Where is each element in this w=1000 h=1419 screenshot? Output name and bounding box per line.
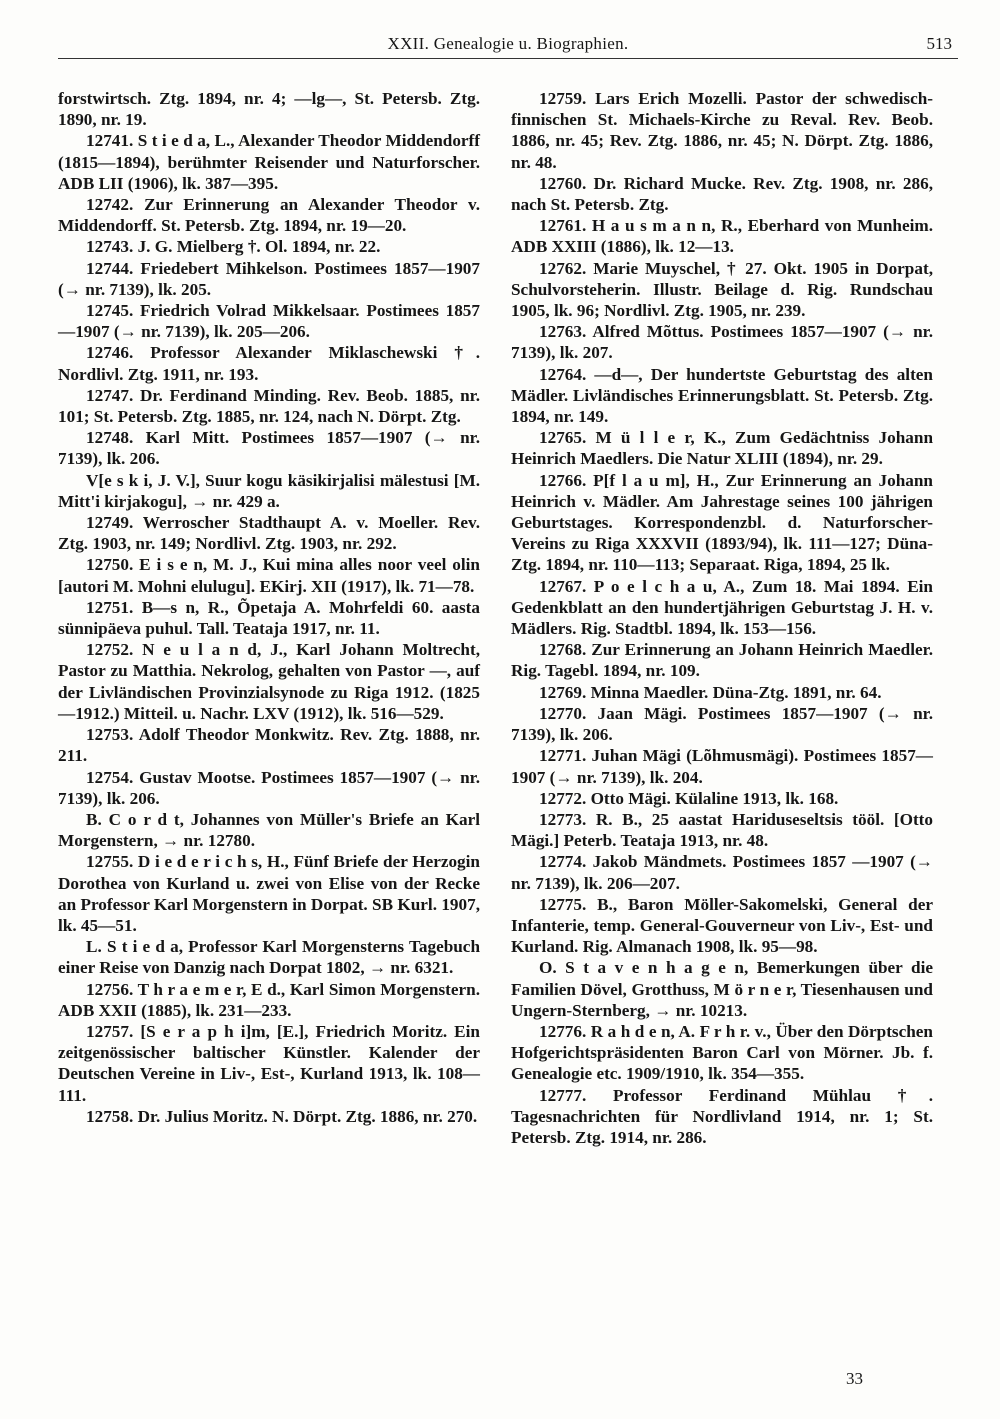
entry: V[e s k i, J. V.], Suur kogu käsikirjalisi mälestusi [M. Mitt'i kirjakogu], → nr. 429 a.	[58, 470, 480, 511]
entry: 12761. H a u s m a n n, R., Eberhard von Munheim. ADB XXIII (1886), lk. 12—13.	[511, 216, 933, 257]
entry: 12742. Zur Erinnerung an Alexander Theodor v. Middendorff. St. Petersb. Ztg. 1894, nr. 19—20.	[58, 195, 480, 236]
entry: 12770. Jaan Mägi. Postimees 1857—1907 (→ nr. 7139), lk. 206.	[511, 703, 933, 745]
entry: 12773. R. B., 25 aastat Hariduseseltsis tööl. [Otto Mägi.] Peterb. Teataja 1913, nr. 48.	[511, 809, 933, 851]
entry: 12743. J. G. Mielberg †. Ol. 1894, nr. 22.	[86, 237, 381, 257]
running-header	[58, 30, 958, 62]
entry: 12745. Friedrich Volrad Mikkelsaar. Postimees 1857—1907 (→ nr. 7139), lk. 205—206.	[58, 301, 480, 342]
left-column	[58, 88, 480, 1127]
header-rule	[58, 58, 958, 59]
entry: 12755. D i e d e r i c h s, H., Fünf Briefe der Herzogin Dorothea von Kurland u. zwei von Elise von der Recke an Professor Karl Morgenstern in Dorpat. SB Kurl. 1907, lk. 45—51.	[58, 852, 480, 935]
entry: 12765. M ü l l e r, K., Zum Gedächtniss Johann Heinrich Maedlers. Die Natur XLIII (1894), nr. 29.	[511, 428, 933, 469]
entry: 12762. Marie Muyschel, † 27. Okt. 1905 in Dorpat, Schulvorsteherin. Illustr. Beilage d. Rig. Rundschau 1905, lk. 96; Nordlivl. Ztg. 1905, nr. 239.	[511, 258, 933, 321]
entry: 12749. Werroscher Stadthaupt A. v. Moeller. Rev. Ztg. 1903, nr. 149; Nordlivl. Ztg. 1903, nr. 292.	[58, 513, 480, 554]
entry: 12766. P[f l a u m], H., Zur Erinnerung an Johann Heinrich v. Mädler. Am Jahrestage seines 100 jährigen Geburtstages. Korrespondenzbl. d. Naturforscher-Vereins zu Riga XXXVII (1893/94), lk. 111—127; Düna-Ztg. 1894, nr. 110—113; Separaat. Riga, 1894, 25 lk.	[511, 470, 933, 575]
entry: 12758. Dr. Julius Moritz. N. Dörpt. Ztg. 1886, nr. 270.	[86, 1106, 478, 1126]
entry: B. C o r d t, Johannes von Müller's Briefe an Karl Morgenstern, → nr. 12780.	[58, 809, 480, 851]
entry: 12747. Dr. Ferdinand Minding. Rev. Beob. 1885, nr. 101; St. Petersb. Ztg. 1885, nr. 124, nach N. Dörpt. Ztg.	[58, 385, 480, 427]
entry: L. S t i e d a, Professor Karl Morgensterns Tagebuch einer Reise von Danzig nach Dorpat 1802, → nr. 6321.	[58, 937, 480, 978]
signature-mark: 33	[846, 1369, 863, 1388]
entry: 12777. Professor Ferdinand Mühlau †. Tagesnachrichten für Nordlivland 1914, nr. 1; St. Petersb. Ztg. 1914, nr. 286.	[511, 1085, 933, 1147]
entry: 12748. Karl Mitt. Postimees 1857—1907 (→ nr. 7139), lk. 206.	[58, 428, 480, 469]
entry: 12759. Lars Erich Mozelli. Pastor der schwedisch-finnischen St. Michaels-Kirche zu Reval. Rev. Beob. 1886, nr. 45; Rev. Ztg. 1886, nr. 45; N. Dörpt. Ztg. 1886, nr. 48.	[511, 89, 933, 172]
entry: 12774. Jakob Mändmets. Postimees 1857 —1907 (→ nr. 7139), lk. 206—207.	[511, 852, 933, 893]
entry: 12744. Friedebert Mihkelson. Postimees 1857—1907 (→ nr. 7139), lk. 205.	[58, 258, 480, 299]
entry: O. S t a v e n h a g e n, Bemerkungen über die Familien Dövel, Grotthuss, M ö r n e r, Tiesenhausen und Ungern-Sternberg, → nr. 10213.	[511, 958, 933, 1020]
entry: 12756. T h r a e m e r, E d., Karl Simon Morgenstern. ADB XXII (1885), lk. 231—233.	[58, 979, 480, 1020]
entry: 12753. Adolf Theodor Monkwitz. Rev. Ztg. 1888, nr. 211.	[58, 725, 480, 766]
right-column	[511, 88, 933, 1148]
entry: 12768. Zur Erinnerung an Johann Heinrich Maedler. Rig. Tagebl. 1894, nr. 109.	[511, 640, 933, 681]
entry: 12776. R a h d e n, A. F r h r. v., Über den Dörptschen Hofgerichtspräsidenten Baron Carl von Mörner. Jb. f. Genealogie etc. 1909/1910, lk. 354—355.	[511, 1021, 933, 1084]
entry: 12741. S t i e d a, L., Alexander Theodor Middendorff (1815—1894), berühmter Reisender und Naturforscher. ADB LII (1906), lk. 387—395.	[58, 131, 480, 193]
entry: 12746. Professor Alexander Miklaschewski †. Nordlivl. Ztg. 1911, nr. 193.	[58, 343, 480, 384]
running-title: XXII. Genealogie u. Biographien.	[387, 34, 629, 53]
entry: 12771. Juhan Mägi (Lõhmusmägi). Postimees 1857—1907 (→ nr. 7139), lk. 204.	[511, 746, 933, 787]
entry: 12769. Minna Maedler. Düna-Ztg. 1891, nr. 64.	[539, 682, 882, 702]
entry: 12772. Otto Mägi. Külaline 1913, lk. 168.	[539, 788, 839, 808]
entry: forstwirtsch. Ztg. 1894, nr. 4; —lg—, St. Petersb. Ztg. 1890, nr. 19.	[58, 89, 480, 130]
entry: 12763. Alfred Mõttus. Postimees 1857—1907 (→ nr. 7139), lk. 207.	[511, 322, 933, 363]
entry: 12751. B—s n, R., Õpetaja A. Mohrfeldi 60. aasta sünnipäeva puhul. Tall. Teataja 1917, nr. 11.	[58, 597, 480, 639]
entry: 12752. N e u l a n d, J., Karl Johann Moltrecht, Pastor zu Matthia. Nekrolog, gehalten von Pastor —, auf der Livländischen Provinzialsynode zu Riga 1912. (1825—1912.) Mitteil. u. Nachr. LXV (1912), lk. 516—529.	[58, 640, 480, 723]
entry: 12757. [S e r a p h i]m, [E.], Friedrich Moritz. Ein zeitgenössischer baltischer Künstler. Kalender der Deutschen Vereine in Liv-, Est-, Kurland 1913, lk. 108—111.	[58, 1021, 480, 1105]
entry: 12764. —d—, Der hundertste Geburtstag des alten Mädler. Livländisches Erinnerungsblatt. St. Petersb. Ztg. 1894, nr. 149.	[511, 364, 933, 427]
page-number: 513	[926, 34, 952, 53]
entry: 12767. P o e l c h a u, A., Zum 18. Mai 1894. Ein Gedenkblatt an den hundertjährigen Geburtstag J. H. v. Mädlers. Rig. Stadtbl. 1894, lk. 153—156.	[511, 576, 933, 639]
entry: 12775. B., Baron Möller-Sakomelski, General der Infanterie, temp. General-Gouverneur von Liv-, Est- und Kurland. Rig. Almanach 1908, lk. 95—98.	[511, 894, 933, 957]
entry: 12750. E i s e n, M. J., Kui mina alles noor veel olin [autori M. Mohni elulugu]. EKirj. XII (1917), lk. 71—78.	[58, 555, 480, 596]
entry: 12754. Gustav Mootse. Postimees 1857—1907 (→ nr. 7139), lk. 206.	[58, 767, 480, 808]
entry: 12760. Dr. Richard Mucke. Rev. Ztg. 1908, nr. 286, nach St. Petersb. Ztg.	[511, 173, 933, 215]
